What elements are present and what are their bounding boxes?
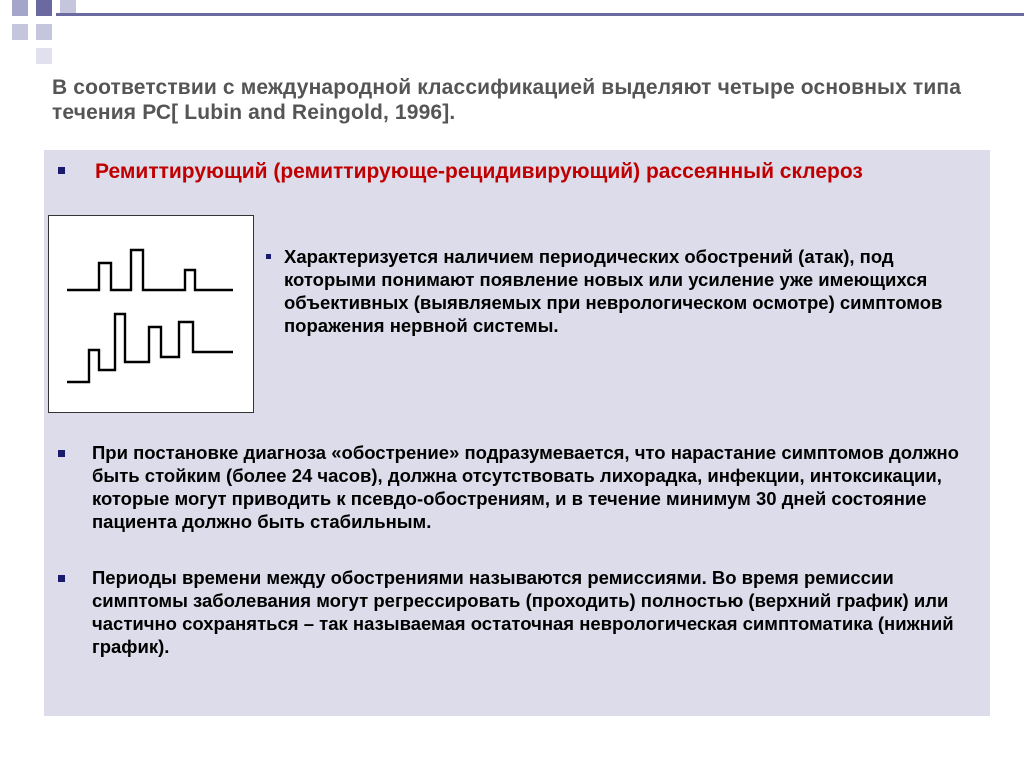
bullet-marker [58, 450, 65, 457]
upper-course-line [67, 250, 233, 290]
course-chart [48, 215, 254, 413]
slide-title: В соответствии с международной классификацией выделяют четыре основных типа течения РС[ Lubin and Reingold, 1996]. [52, 76, 962, 124]
corner-square-1 [12, 0, 28, 16]
sub-bullet-marker [266, 254, 271, 259]
corner-square-2 [36, 0, 52, 16]
course-diagram-svg [49, 216, 253, 412]
section-heading: Ремиттирующий (ремиттирующе-рецидивирующий) рассеянный склероз [95, 160, 863, 183]
bullet-marker [58, 167, 65, 174]
title-rule [56, 13, 1024, 16]
lower-course-line [67, 314, 233, 382]
sub-bullet-text: Характеризуется наличием периодических обострений (атак), под которыми понимают появление новых или усиление уже имеющихся объективных (выявляемых при неврологическом осмотре) симптомов поражения нервной системы. [284, 246, 943, 336]
bullet-text: Периоды времени между обострениями называются ремиссиями. Во время ремиссии симптомы заболевания могут регрессировать (проходить) полностью (верхний график) или частично сохраняться – так называемая остаточная неврологическая симптоматика (нижний график). [92, 567, 954, 657]
corner-square-4 [12, 24, 28, 40]
corner-square-6 [36, 48, 52, 64]
bullet-marker [58, 575, 65, 582]
corner-square-5 [36, 24, 52, 40]
bullet-text: При постановке диагноза «обострение» подразумевается, что нарастание симптомов должно быть стойким (более 24 часов), должна отсутствовать лихорадка, инфекции, интоксикации, которые могут приводить к псевдо-обострениям, и в течение минимум 30 дней состояние пациента должно быть стабильным. [92, 442, 959, 532]
